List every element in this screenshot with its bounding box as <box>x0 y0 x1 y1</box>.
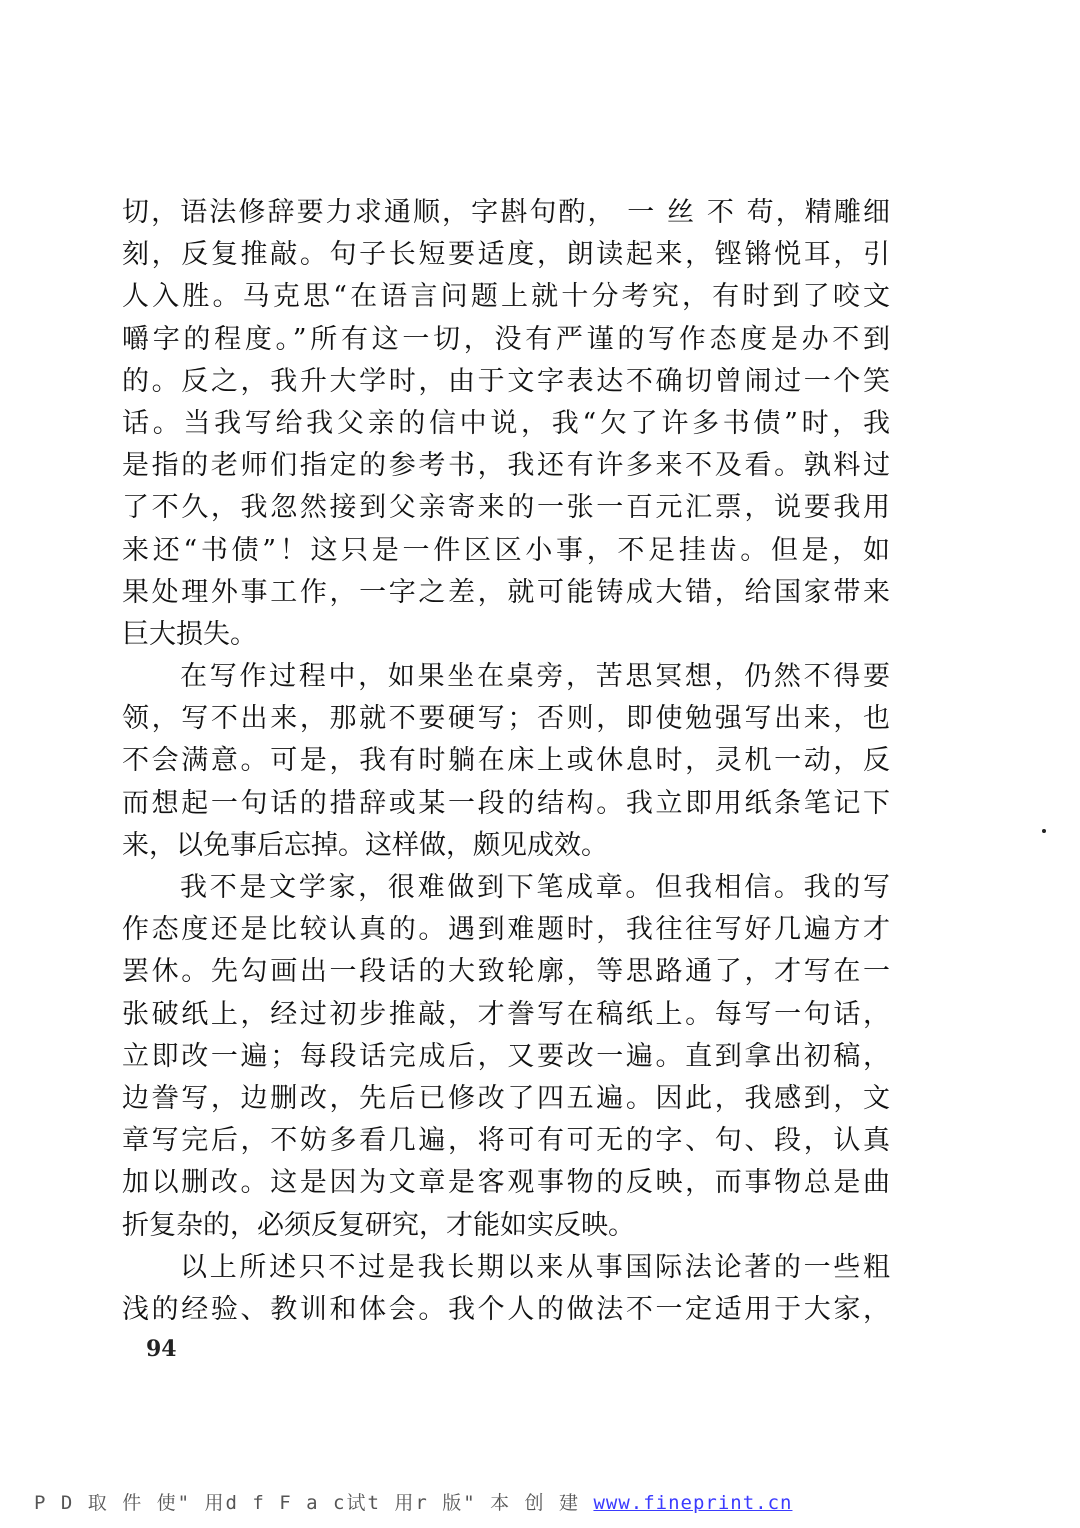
text-line: 人入胜。马克思“在语言问题上就十分考究，有时到了咬文 <box>122 281 890 313</box>
text-line: 浅的经验、教训和体会。我个人的做法不一定适用于大家， <box>122 1293 890 1325</box>
watermark-link[interactable]: www.fineprint.cn <box>593 1492 793 1514</box>
paragraph <box>122 192 890 656</box>
text-line: 加以删改。这是因为文章是客观事物的反映，而事物总是曲 <box>122 1167 890 1199</box>
page-number: 94 <box>146 1336 177 1362</box>
text-line: 来，以免事后忘掉。这样做，颇见成效。 <box>122 829 608 861</box>
text-line: 是指的老师们指定的参考书，我还有许多来不及看。孰料过 <box>122 450 890 482</box>
paragraph <box>122 1247 890 1331</box>
text-line: 折复杂的，必须反复研究，才能如实反映。 <box>122 1209 635 1241</box>
pdf-watermark <box>34 1488 792 1515</box>
text-line: 切，语法修辞要力求通顺，字斟句酌， 一 丝 不 苟，精雕细 <box>122 197 890 228</box>
scan-speck <box>1042 829 1046 833</box>
text-line: 边誊写，边删改，先后已修改了四五遍。因此，我感到，文 <box>122 1082 890 1114</box>
body-text <box>122 192 890 1331</box>
text-line: 话。当我写给我父亲的信中说，我“欠了许多书债”时，我 <box>122 407 890 439</box>
watermark-text: P D 取 件 使" 用d f F a c试t 用r 版" 本 创 建 <box>34 1492 580 1514</box>
text-line: 我不是文学家，很难做到下笔成章。但我相信。我的写 <box>180 872 890 903</box>
text-line: 巨大损失。 <box>122 618 257 650</box>
paragraph <box>122 656 890 867</box>
text-line: 果处理外事工作，一字之差，就可能铸成大错，给国家带来 <box>122 576 890 608</box>
text-line: 立即改一遍；每段话完成后，又要改一遍。直到拿出初稿， <box>122 1040 890 1072</box>
text-line: 在写作过程中，如果坐在桌旁，苦思冥想，仍然不得要 <box>180 661 890 693</box>
text-line: 来还“书债”！这只是一件区区小事，不足挂齿。但是，如 <box>122 534 890 566</box>
text-line: 罢休。先勾画出一段话的大致轮廓，等思路通了，才写在一 <box>122 956 890 988</box>
paragraph <box>122 867 890 1247</box>
text-line: 不会满意。可是，我有时躺在床上或休息时，灵机一动，反 <box>122 745 890 777</box>
text-line: 章写完后，不妨多看几遍，将可有可无的字、句、段，认真 <box>122 1125 890 1157</box>
text-line: 嚼字的程度。”所有这一切，没有严谨的写作态度是办不到 <box>122 323 890 355</box>
text-line: 作态度还是比较认真的。遇到难题时，我往往写好几遍方才 <box>122 914 890 946</box>
text-line: 的。反之，我升大学时，由于文字表达不确切曾闹过一个笑 <box>122 365 890 397</box>
text-line: 了不久，我忽然接到父亲寄来的一张一百元汇票，说要我用 <box>122 492 890 524</box>
text-line: 刻，反复推敲。句子长短要适度，朗读起来，铿锵悦耳，引 <box>122 239 890 271</box>
text-line: 张破纸上，经过初步推敲，才誊写在稿纸上。每写一句话， <box>122 998 890 1030</box>
text-line: 领，写不出来，那就不要硬写；否则，即使勉强写出来，也 <box>122 703 890 735</box>
text-line: 而想起一句话的措辞或某一段的结构。我立即用纸条笔记下 <box>122 787 890 819</box>
text-line: 以上所述只不过是我长期以来从事国际法论著的一些粗 <box>180 1251 890 1283</box>
